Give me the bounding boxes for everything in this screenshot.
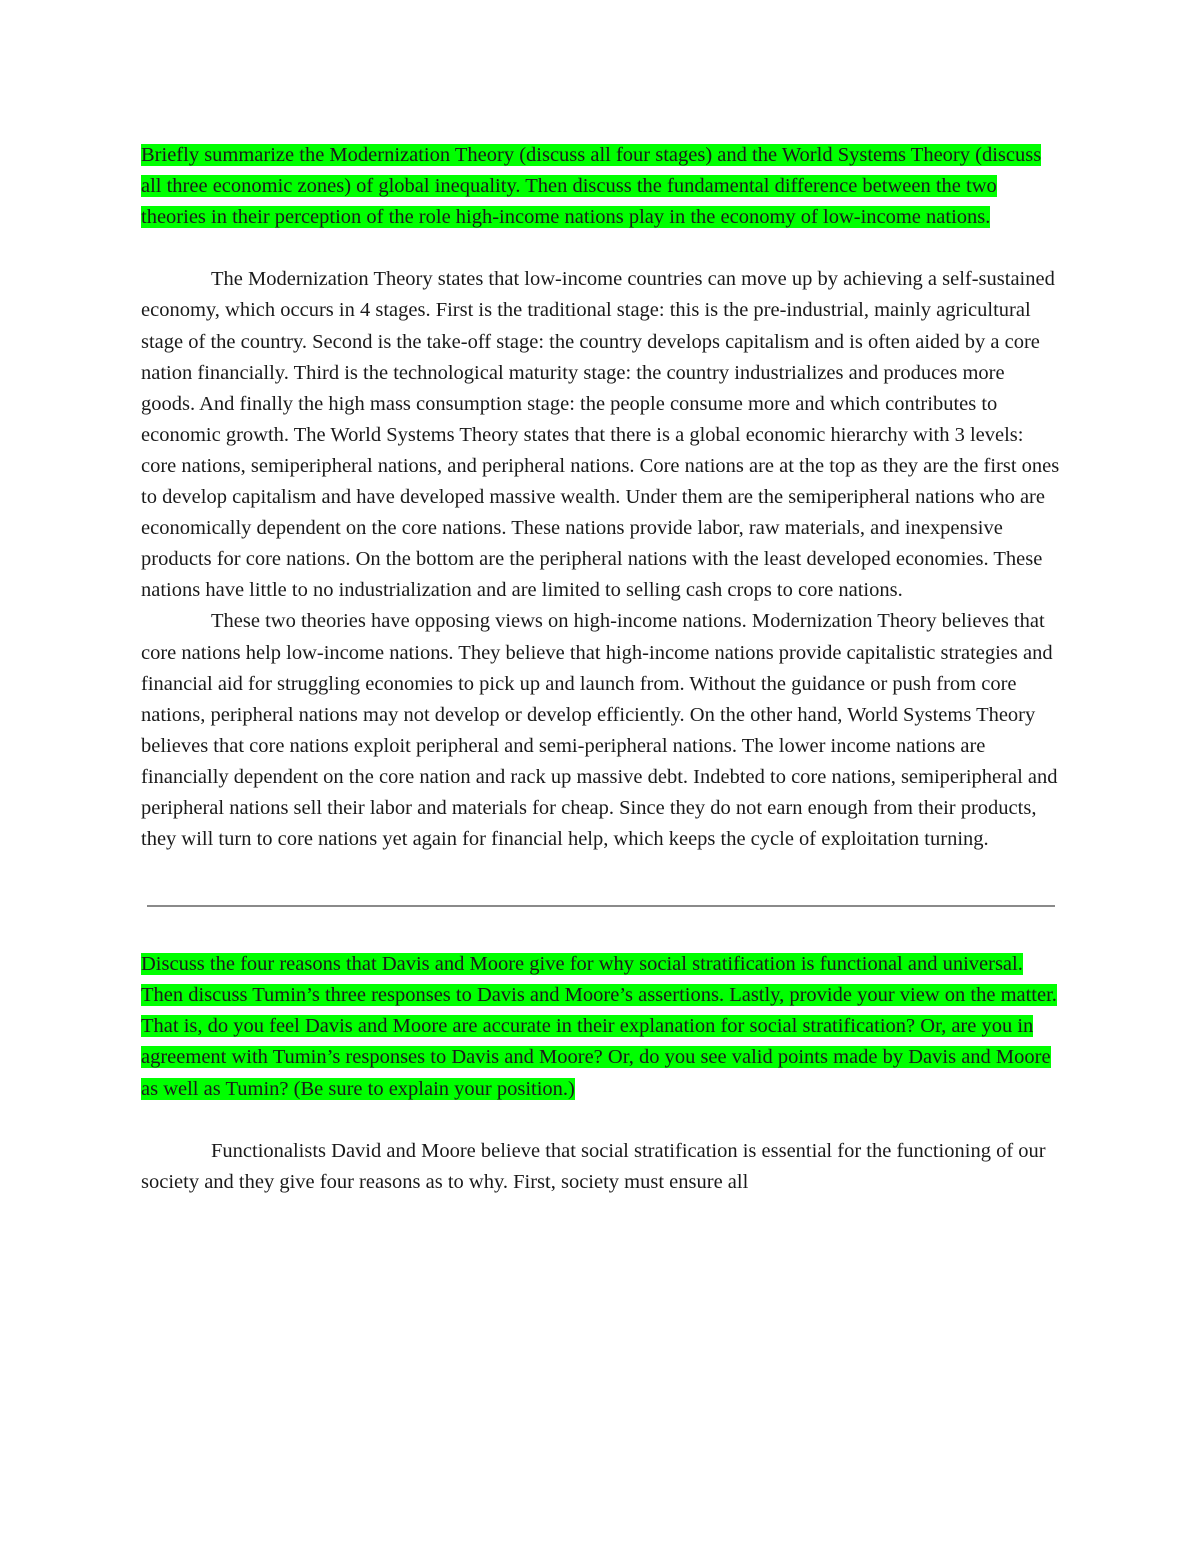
question-prompt-1 xyxy=(141,140,1061,233)
question-prompt-2 xyxy=(141,949,1061,1104)
answer-paragraph-3[interactable]: Functionalists David and Moore believe that social stratification is essential for the functioning of our society and they give four reasons as to why. First, society must ensure all xyxy=(141,1139,1046,1193)
highlighted-prompt-text[interactable]: Briefly summarize the Modernization Theory (discuss all four stages) and the World Systems Theory (discuss all three economic zones) of global inequality. Then discuss the fundamental difference between the two theories in their perception of the role high-income nations play in the economy of low-income nations. xyxy=(141,144,1042,229)
answer-paragraph-2[interactable]: These two theories have opposing views on high-income nations. Modernization Theory believes that core nations help low-income nations. They believe that high-income nations provide capitalistic strategies and financial aid for struggling economies to pick up and launch from. Without the guidance or push from core nations, peripheral nations may not develop or develop efficiently. On the other hand, World Systems Theory believes that core nations exploit peripheral and semi-peripheral nations. The lower income nations are financially dependent on the core nation and rack up massive debt. Indebted to core nations, semiperipheral and peripheral nations sell their labor and materials for cheap. Since they do not earn enough from their products, they will turn to core nations yet again for financial help, which keeps the cycle of exploitation turning. xyxy=(141,610,1058,851)
horizontal-divider xyxy=(147,905,1055,907)
paragraph-spacer xyxy=(141,233,1061,264)
document-page xyxy=(141,140,1061,1198)
highlighted-prompt-text[interactable]: Discuss the four reasons that Davis and Moore give for why social stratification is functional and universal. Then discuss Tumin’s three responses to Davis and Moore’s assertions. Lastly, provide your view on the matter. That is, do you feel Davis and Moore are accurate in their explanation for social stratification? Or, are you in agreement with Tumin’s responses to Davis and Moore? Or, do you see valid points made by Davis and Moore as well as Tumin? (Be sure to explain your position.) xyxy=(141,953,1057,1100)
answer-paragraph-1[interactable]: The Modernization Theory states that low-income countries can move up by achieving a self-sustained economy, which occurs in 4 stages. First is the traditional stage: this is the pre-industrial, mainly agricultural stage of the country. Second is the take-off stage: the country develops capitalism and is often aided by a core nation financially. Third is the technological maturity stage: the country industrializes and produces more goods. And finally the high mass consumption stage: the people consume more and which contributes to economic growth. The World Systems Theory states that there is a global economic hierarchy with 3 levels: core nations, semiperipheral nations, and peripheral nations. Core nations are at the top as they are the first ones to develop capitalism and have developed massive wealth. Under them are the semiperipheral nations who are economically dependent on the core nations. These nations provide labor, raw materials, and inexpensive products for core nations. On the bottom are the peripheral nations with the least developed economies. These nations have little to no industrialization and are limited to selling cash crops to core nations. xyxy=(141,268,1060,602)
paragraph-spacer xyxy=(141,1105,1061,1136)
